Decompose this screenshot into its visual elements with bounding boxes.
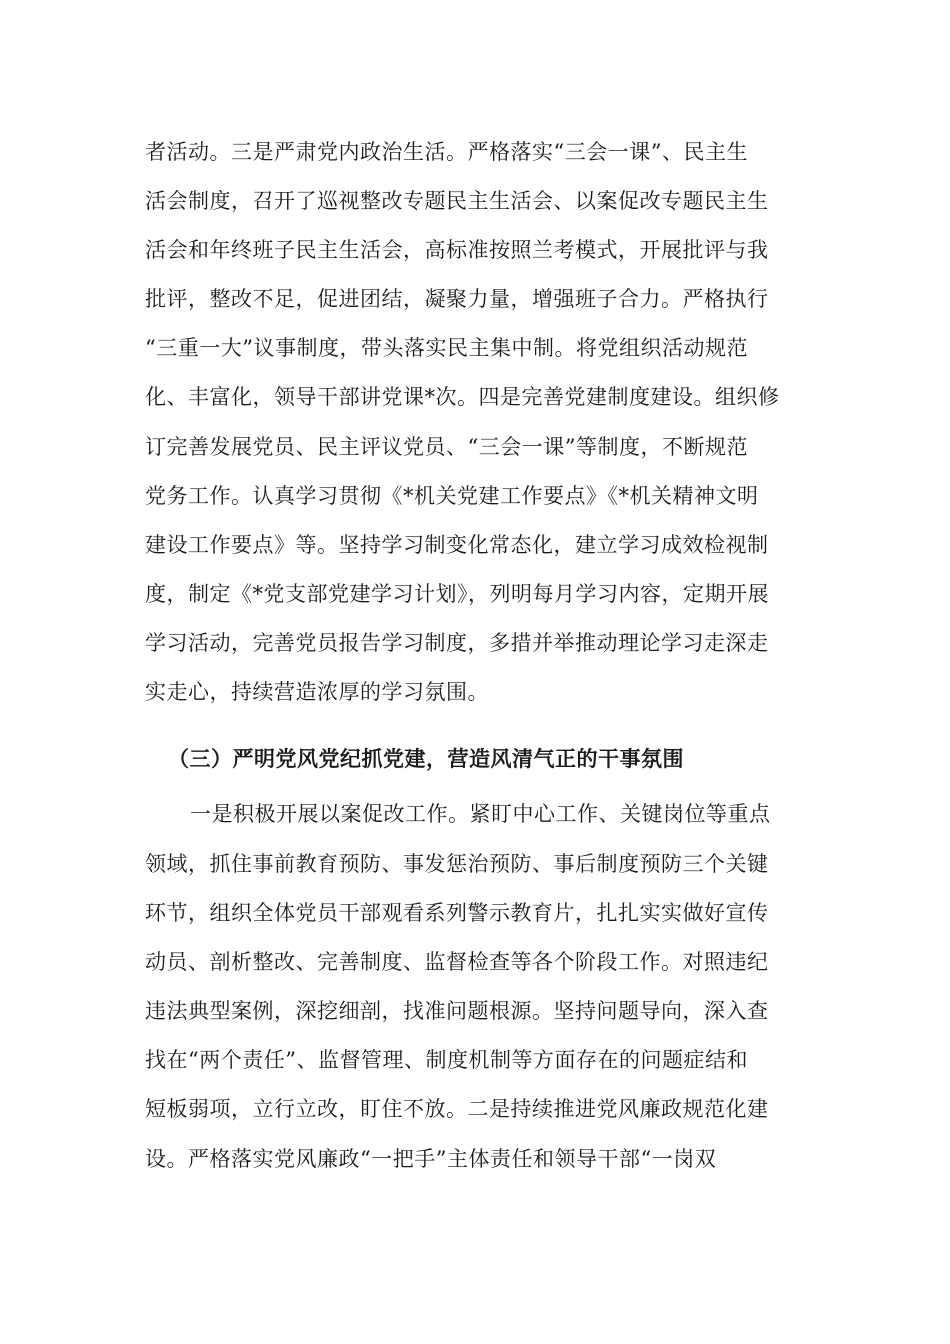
- text-line-12: 实走心，持续营造浓厚的学习氛围。: [145, 680, 489, 704]
- text-line-9: 建设工作要点》等。坚持学习制变化常态化，建立学习成效检视制: [145, 533, 769, 557]
- text-line-17: 违法典型案例，深挖细剖，找准问题根源。坚持问题导向，深入查: [145, 999, 769, 1023]
- text-line-11: 学习活动，完善党员报告学习制度，多措并举推动理论学习走深走: [145, 631, 769, 655]
- section-heading: （三）严明党风党纪抓党建，营造风清气正的干事氛围: [168, 746, 684, 771]
- text-line-19: 短板弱项，立行立改，盯住不放。二是持续推进党风廉政规范化建: [145, 1097, 769, 1121]
- text-line-1: 者活动。三是严肃党内政治生活。严格落实“三会一课”、民主生: [145, 140, 748, 164]
- text-line-10: 度，制定《*党支部党建学习计划》，列明每月学习内容，定期开展: [145, 582, 769, 606]
- text-line-14: 领域，抓住事前教育预防、事发惩治预防、事后制度预防三个关键: [145, 852, 769, 876]
- text-line-5: “三重一大”议事制度，带头落实民主集中制。将党组织活动规范: [145, 336, 748, 360]
- text-line-3: 活会和年终班子民主生活会，高标准按照兰考模式，开展批评与我: [145, 238, 769, 262]
- text-line-4: 批评，整改不足，促进团结，凝聚力量，增强班子合力。严格执行: [145, 287, 769, 311]
- text-line-6: 化、丰富化，领导干部讲党课*次。四是完善党建制度建设。组织修: [145, 385, 780, 409]
- text-line-7: 订完善发展党员、民主评议党员、“三会一课”等制度，不断规范: [145, 435, 748, 459]
- text-line-18: 找在“两个责任”、监督管理、制度机制等方面存在的问题症结和: [145, 1048, 748, 1072]
- text-line-8: 党务工作。认真学习贯彻《*机关党建工作要点》《*机关精神文明: [145, 484, 759, 508]
- text-line-16: 动员、剖析整改、完善制度、监督检查等各个阶段工作。对照违纪: [145, 950, 769, 974]
- text-line-20: 设。严格落实党风廉政“一把手”主体责任和领导干部“一岗双: [145, 1147, 717, 1171]
- text-line-15: 环节，组织全体党员干部观看系列警示教育片，扎扎实实做好宣传: [145, 901, 769, 925]
- text-line-13: 一是积极开展以案促改工作。紧盯中心工作、关键岗位等重点: [190, 802, 771, 826]
- text-line-2: 活会制度，召开了巡视整改专题民主生活会、以案促改专题民主生: [145, 189, 769, 213]
